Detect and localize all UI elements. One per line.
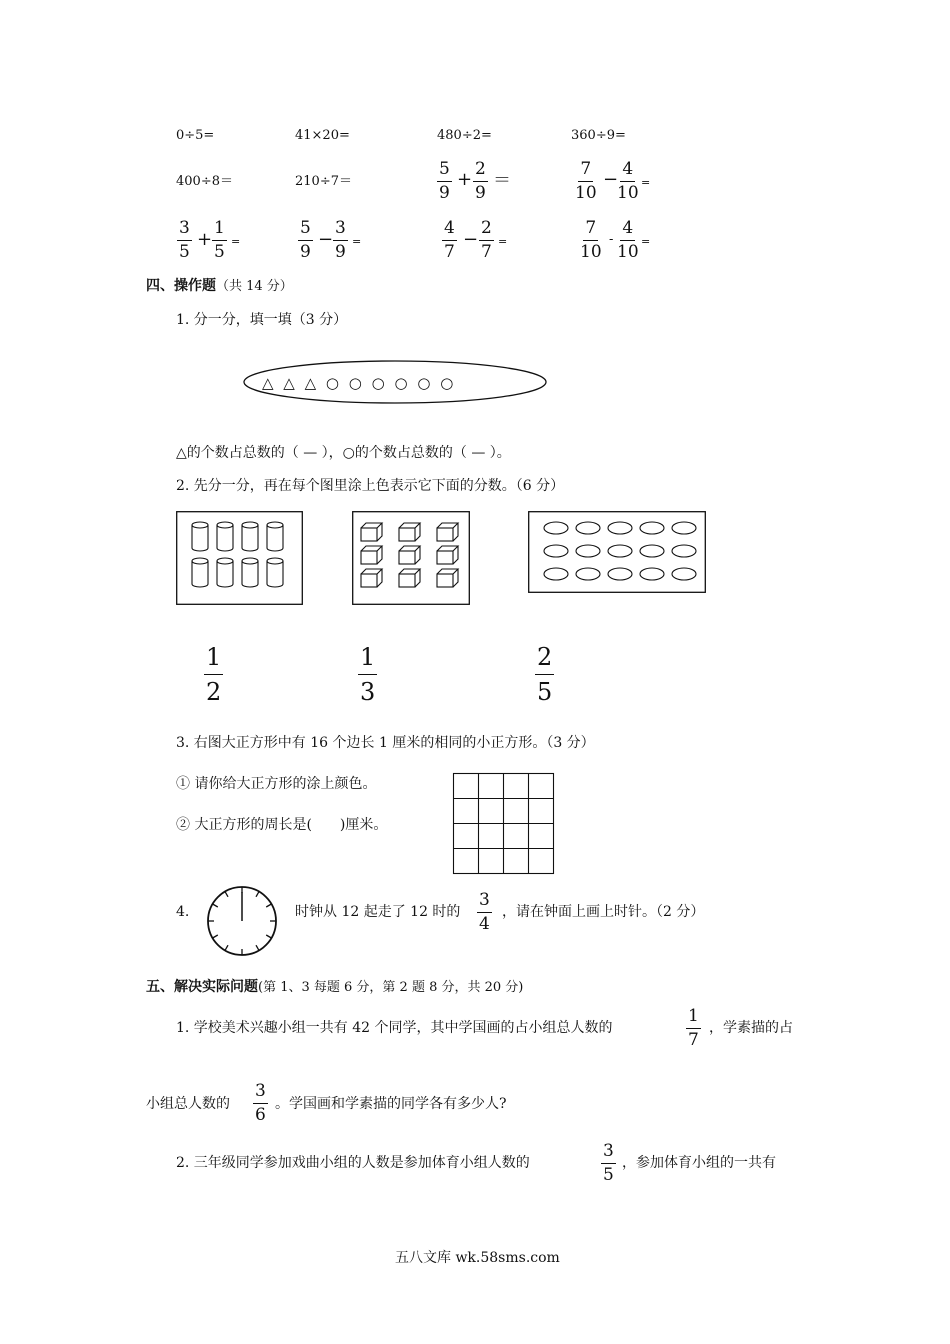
fraction: $\frac{3}{5}$ — [179, 218, 190, 262]
problem-text: 1. 学校美术兴趣小组一共有 42 个同学，其中学国画的占小组总人数的 — [176, 1020, 613, 1036]
section-points: (第 1、3 每题 6 分，第 2 题 8 分，共 20 分) — [258, 980, 524, 995]
fraction: $\frac{7}{10}$ — [580, 218, 602, 262]
grid-square — [453, 773, 555, 875]
section-title: 五、解决实际问题 — [146, 979, 258, 995]
minus-sign: − — [603, 169, 619, 190]
section-heading — [146, 980, 523, 994]
fraction: $\frac{3}{6}$ — [255, 1081, 266, 1125]
section-title: 四、操作题 — [146, 278, 216, 294]
problem-text: 2. 三年级同学参加戏曲小组的人数是参加体育小组人数的 — [176, 1155, 530, 1171]
problem-text: ，参加体育小组的一共有 — [622, 1155, 776, 1171]
answer-line: △的个数占总数的（ — ），○的个数占总数的（ — ）。 — [176, 445, 511, 461]
minus-sign: − — [463, 229, 479, 250]
fraction: $\frac{3}{4}$ — [479, 890, 490, 934]
section-heading — [146, 279, 293, 293]
question-text: ，请在钟面上画上时针。（2 分） — [502, 904, 705, 920]
question-label: 3. 右图大正方形中有 16 个边长 1 厘米的相同的小正方形。（3 分） — [176, 735, 595, 751]
minus-sign: − — [318, 229, 334, 250]
minus-sign: - — [609, 232, 614, 247]
target-fraction: $\frac{1}{2}$ — [206, 643, 222, 706]
fraction: $\frac{1}{5}$ — [214, 218, 225, 262]
question-item: ① 请你给大正方形的涂上颜色。 — [176, 776, 377, 792]
equals-sign: = — [641, 176, 651, 189]
calc-expression: 41×20= — [295, 128, 350, 143]
calc-expression: 400÷8＝ — [176, 174, 233, 189]
calc-expression: 480÷2= — [437, 128, 492, 143]
problem-text: 小组总人数的 — [146, 1096, 230, 1112]
question-label: 2. 先分一分，再在每个图里涂上色表示它下面的分数。（6 分） — [176, 478, 565, 494]
fraction: $\frac{4}{10}$ — [617, 159, 639, 203]
plus-sign: + — [197, 229, 213, 250]
cube-box — [352, 511, 470, 606]
target-fraction: $\frac{1}{3}$ — [360, 643, 376, 706]
equals-sign: = — [352, 235, 362, 248]
fraction: $\frac{5}{9}$ — [439, 159, 450, 203]
fraction: $\frac{4}{10}$ — [617, 218, 639, 262]
fraction: $\frac{1}{7}$ — [688, 1006, 699, 1050]
calc-expression: 360÷9= — [571, 128, 626, 143]
cube-icons — [361, 523, 458, 587]
question-item: ② 大正方形的周长是( )厘米。 — [176, 817, 388, 833]
equals-sign: = — [231, 235, 241, 248]
plus-sign: + — [457, 169, 473, 190]
calc-expression: 210÷7＝ — [295, 174, 352, 189]
question-label: 1. 分一分，填一填（3 分） — [176, 312, 348, 328]
fraction: $\frac{3}{9}$ — [335, 218, 346, 262]
fraction: $\frac{2}{7}$ — [481, 218, 492, 262]
question-text: 时钟从 12 起走了 12 时的 — [295, 904, 461, 920]
calc-expression: 0÷5= — [176, 128, 215, 143]
shape-sequence: △ △ △ ○ ○ ○ ○ ○ ○ — [262, 374, 454, 392]
question-label: 4. — [176, 904, 190, 920]
cylinder-box — [176, 511, 303, 606]
problem-text: 。学国画和学素描的同学各有多少人? — [275, 1096, 507, 1112]
equals-sign: ＝ — [493, 170, 511, 191]
equals-sign: = — [641, 235, 651, 248]
problem-text: ，学素描的占 — [709, 1020, 793, 1036]
fraction: $\frac{3}{5}$ — [603, 1141, 614, 1185]
oval-icons — [544, 522, 696, 580]
equals-sign: = — [498, 235, 508, 248]
section-points: （共 14 分） — [216, 279, 293, 294]
footer-watermark: 五八文库 wk.58sms.com — [395, 1250, 560, 1266]
clock-face — [205, 884, 279, 958]
oval-box — [528, 511, 706, 594]
fraction: $\frac{2}{9}$ — [475, 159, 486, 203]
cylinder-icons — [192, 522, 283, 587]
fraction: $\frac{5}{9}$ — [300, 218, 311, 262]
fraction: $\frac{7}{10}$ — [575, 159, 597, 203]
fraction: $\frac{4}{7}$ — [444, 218, 455, 262]
target-fraction: $\frac{2}{5}$ — [537, 643, 553, 706]
